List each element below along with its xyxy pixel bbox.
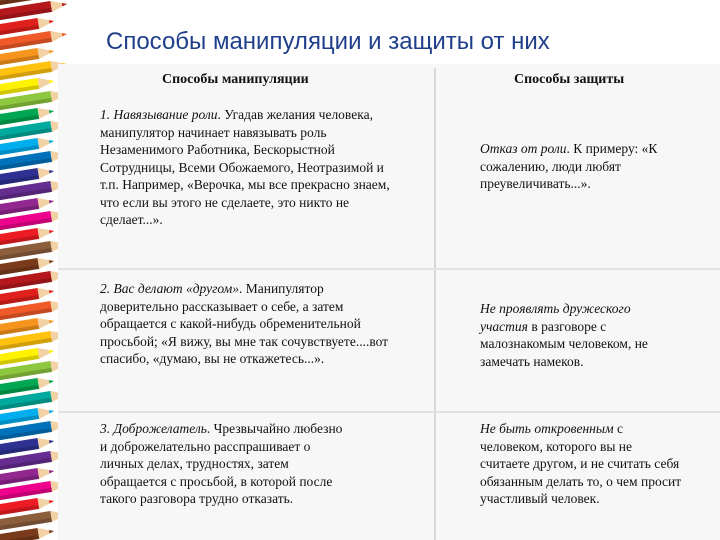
row-3-manipulation-title: 3. Доброжелатель [100, 421, 207, 436]
row-3-defense-title: Не быть откровенным [480, 421, 614, 436]
comparison-table [58, 64, 720, 540]
row-2-defense-title: Не проявлять дружеского участия [480, 301, 631, 334]
slide-title: Способы манипуляции и защиты от них [106, 28, 550, 55]
row-3-defense [480, 420, 684, 508]
row-1-defense [480, 140, 700, 193]
row-divider [58, 411, 720, 413]
row-2-defense [480, 300, 680, 370]
row-3-manipulation [100, 420, 350, 508]
header-defense: Способы защиты [514, 72, 625, 87]
row-1-manipulation-text: . Угадав желания человека, манипулятор начинает навязывать роль Незаменимого Работника, Бескорыстной Сотрудницы, Всеми Обожаемого, Неотразимой и т.п. Например, «Верочка, мы все прекрасно знаем, что если вы этого не сделаете, это никто не сделает...». [100, 107, 390, 227]
row-1-defense-title: Отказ от роли [480, 141, 567, 156]
row-3-defense-text: с человеком, которого вы не считаете другом, и не считать себя обязанным делать то, о чем просит участливый человек. [480, 421, 682, 506]
row-divider [58, 268, 720, 270]
row-2-manipulation [100, 280, 400, 368]
row-3-manipulation-text: . Чрезвычайно любезно и доброжелательно расспрашивает о личных делах, трудностях, затем обращается с просьбой, в которой после такого разговора трудно отказать. [100, 421, 343, 506]
row-1-defense-text: . К примеру: «К сожалению, люди любят преувеличивать...». [480, 141, 658, 191]
row-2-manipulation-title: 2. Вас делают «другом» [100, 281, 239, 296]
column-divider [434, 68, 436, 540]
row-1-manipulation-title: 1. Навязывание роли [100, 107, 218, 122]
row-1-manipulation [100, 106, 400, 229]
header-manipulation: Способы манипуляции [162, 72, 309, 87]
row-2-defense-text: в разговоре с малознакомым человеком, не замечать намеков. [480, 318, 648, 369]
row-2-manipulation-text: . Манипулятор доверительно рассказывает о себе, а затем обращается с какой-нибудь обременительной просьбой; «Я вижу, вы мне так сочувствуете....вот спасибо, «думаю, вы не откажетесь...». [100, 281, 389, 366]
